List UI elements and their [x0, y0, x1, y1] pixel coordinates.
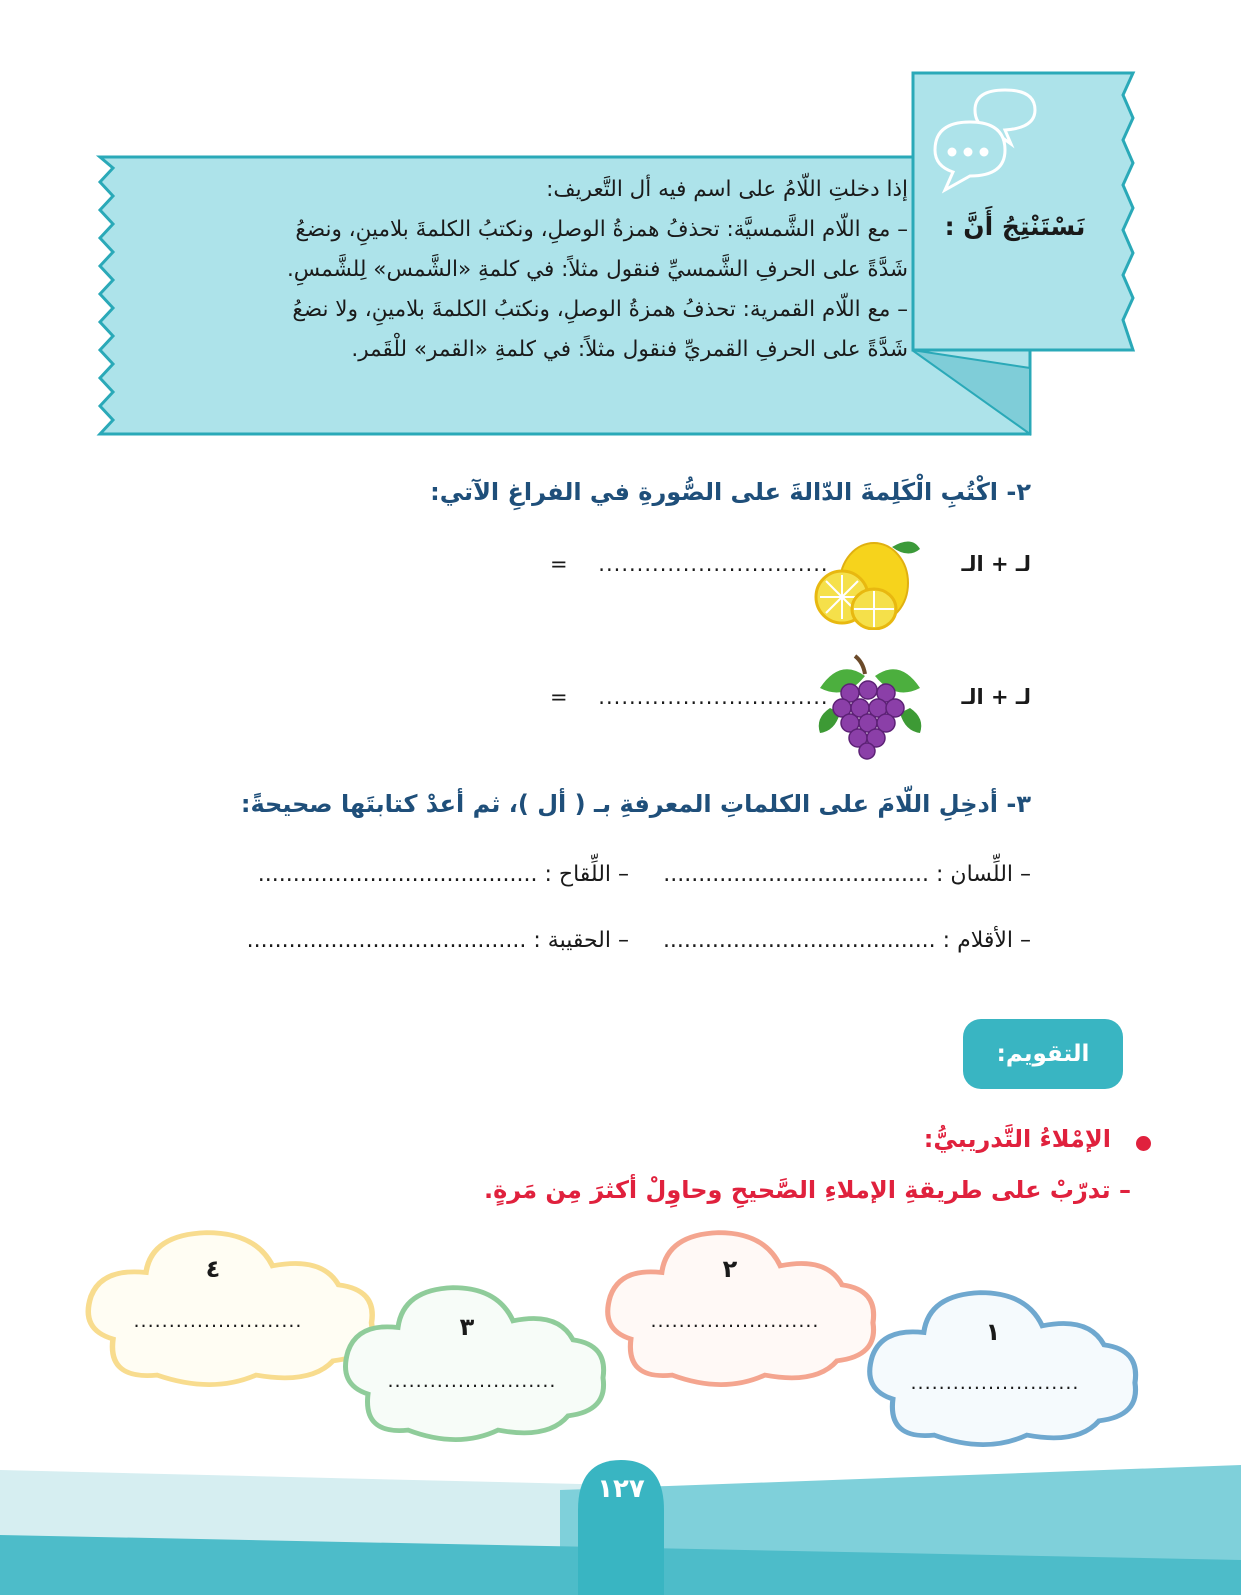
clouds-layer — [0, 1215, 1241, 1475]
cloud-number: ٤ — [205, 1255, 221, 1283]
lemon-icon — [812, 525, 922, 630]
formula-label: لـ + الـ — [961, 685, 1031, 709]
equals-sign: = — [550, 552, 569, 576]
exercise-2-title: ٢- اكْتُبِ الْكَلِمةَ الدّالةَ على الصُّورةِ في الفراغِ الآتي: — [430, 478, 1031, 506]
cloud-blank[interactable]: ........................ — [910, 1372, 1080, 1394]
cloud-blank[interactable]: ........................ — [387, 1370, 557, 1392]
cloud-blank[interactable]: ........................ — [133, 1310, 303, 1332]
conclusion-rule-text — [138, 170, 908, 370]
rule-line: شَدَّةً على الحرفِ القمريِّ فنقول مثلاً: في كلمةِ «القمر» للْقَمر. — [351, 337, 908, 362]
fill-blank: ....................................... — [662, 928, 936, 953]
rule-line: شَدَّةً على الحرفِ الشَّمسيِّ فنقول مثلاً: في كلمةِ «الشَّمس» لِلشَّمسِ. — [286, 257, 908, 282]
fill-word: – اللِّسان : — [936, 862, 1031, 887]
formula-label: لـ + الـ — [961, 552, 1031, 576]
dictation-title: الإمْلاءُ التَّدريبيُّ: — [923, 1125, 1111, 1153]
fill-item[interactable] — [663, 862, 1031, 887]
page-number: ١٢٧ — [597, 1474, 645, 1504]
rule-line: إذا دخلتِ اللّامُ على اسم فيه أل التَّعريف: — [546, 177, 908, 202]
fill-blank: ........................................ — [257, 862, 538, 887]
equals-sign: = — [550, 685, 569, 709]
exercise-3-title: ٣- أدخِلِ اللّامَ على الكلماتِ المعرفةِ بـ ( أل )، ثم أعدْ كتابتَها صحيحةً: — [240, 790, 1031, 818]
cloud-blank[interactable]: ........................ — [650, 1310, 820, 1332]
evaluation-badge: التقويم: — [963, 1019, 1123, 1089]
fill-item[interactable] — [663, 928, 1031, 953]
fill-blank: ...................................... — [663, 862, 930, 887]
conclusion-label: نَسْتَنْتِجُ أَنَّ : — [944, 212, 1086, 241]
footer-band — [0, 1440, 1241, 1595]
answer-dots: .............................. — [598, 685, 829, 709]
answer-dots: .............................. — [598, 552, 829, 576]
cloud-3 — [346, 1288, 604, 1440]
cloud-number: ٢ — [722, 1255, 738, 1283]
cloud-1 — [870, 1293, 1136, 1445]
fill-word: – الحقيبة : — [533, 928, 629, 953]
cloud-number: ٣ — [459, 1313, 475, 1341]
rule-line: – مع اللّام القمرية: تحذفُ همزةُ الوصلِ، ونكتبُ الكلمةَ بلامينِ، ولا نضعُ — [292, 297, 908, 322]
cloud-number: ١ — [985, 1318, 1001, 1346]
fill-word: – الأقلام : — [942, 928, 1031, 953]
fill-item[interactable] — [247, 928, 629, 953]
dictation-instruction: – تدرّبْ على طريقةِ الإملاءِ الصَّحيحِ وحاوِلْ أكثرَ مِن مَرةٍ. — [484, 1176, 1131, 1204]
fill-word: – اللِّقاح : — [544, 862, 629, 887]
bullet-icon — [1136, 1136, 1151, 1151]
answer-blank[interactable] — [550, 685, 829, 709]
fill-blank: ........................................ — [246, 928, 527, 953]
answer-blank[interactable] — [550, 552, 829, 576]
rule-line: – مع اللّام الشَّمسيَّة: تحذفُ همزةُ الوصلِ، ونكتبُ الكلمةَ بلامينِ، ونضعُ — [295, 217, 908, 242]
fill-item[interactable] — [258, 862, 629, 887]
